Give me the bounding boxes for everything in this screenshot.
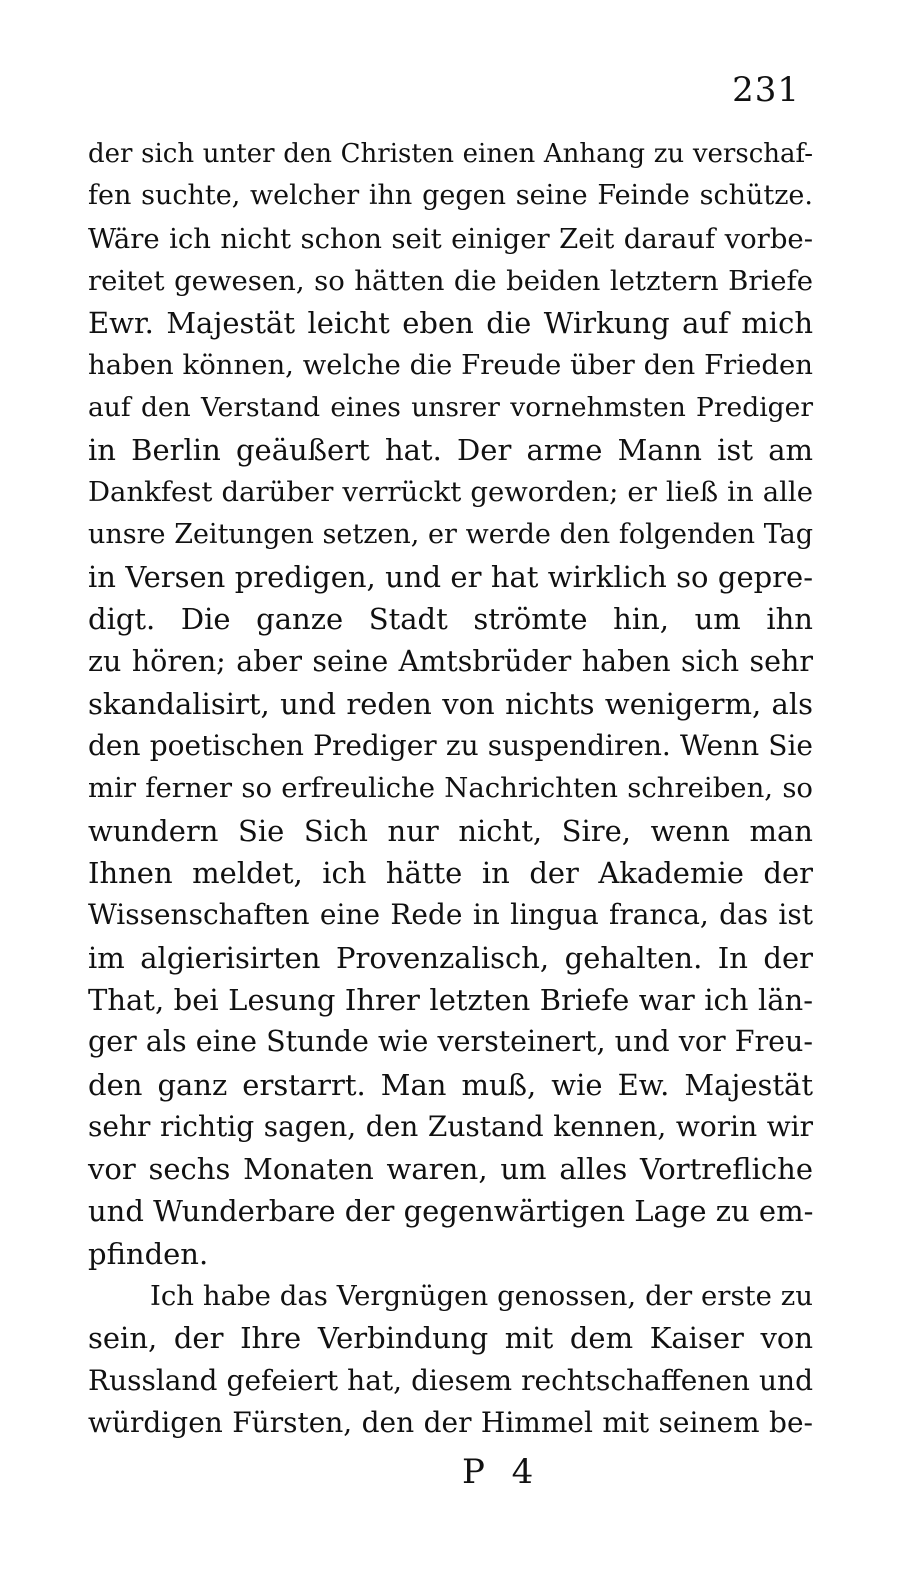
text-line-15: den poetischen Prediger zu suspendiren. Wenn Sie <box>88 729 813 763</box>
text-line-24: sehr richtig sagen, den Zustand kennen, worin wir <box>88 1109 813 1143</box>
page-number: 231 <box>732 70 800 110</box>
body-text <box>88 133 813 1444</box>
text-line-16: mir ferner so erfreuliche Nachrichten schreiben, so <box>88 772 813 805</box>
text-line-2: fen suchte, welcher ihn gegen seine Feinde schütze. <box>88 180 813 212</box>
text-line-31: würdigen Fürsten, den der Himmel mit seinem be- <box>88 1405 813 1439</box>
text-line-5: Ewr. Majestät leicht eben die Wirkung auf mich <box>88 306 813 341</box>
text-line-30: Russland gefeiert hat, diesem rechtschaffenen und <box>88 1363 813 1397</box>
text-line-22: ger als eine Stunde wie versteinert, und vor Freu- <box>88 1025 813 1059</box>
text-line-23: den ganz erstarrt. Man muß, wie Ew. Majestät <box>88 1067 813 1102</box>
text-line-4: reitet gewesen, so hätten die beiden letztern Briefe <box>88 264 813 297</box>
text-line-1: der sich unter den Christen einen Anhang zu verschaf- <box>88 139 813 169</box>
text-line-26: und Wunderbare der gegenwärtigen Lage zu em- <box>88 1194 814 1229</box>
text-line-12: digt. Die ganze Stadt strömte hin, um ihn <box>88 602 813 637</box>
text-line-25: vor sechs Monaten waren, um alles Vortrefliche <box>88 1152 813 1187</box>
text-line-27: pfinden. <box>88 1236 209 1271</box>
text-line-6: haben können, welche die Freude über den Frieden <box>88 349 813 382</box>
text-line-8: in Berlin geäußert hat. Der arme Mann ist am <box>88 433 813 468</box>
text-line-11: in Versen predigen, und er hat wirklich so gepre- <box>88 559 813 594</box>
text-line-21: That, bei Lesung Ihrer letzten Briefe war ich län- <box>88 982 813 1017</box>
text-line-7: auf den Verstand eines unsrer vornehmsten Prediger <box>88 391 813 423</box>
text-line-19: Wissenschaften eine Rede in lingua franca, das ist <box>88 898 813 932</box>
text-line-14: skandalisirt, und reden von nichts wenigerm, als <box>88 686 813 721</box>
text-line-28: Ich habe das Vergnügen genossen, der erste zu <box>150 1280 813 1313</box>
text-line-17: wundern Sie Sich nur nicht, Sire, wenn man <box>88 813 813 848</box>
text-line-13: zu hören; aber seine Amtsbrüder haben sich sehr <box>88 644 813 678</box>
text-line-20: im algierisirten Provenzalisch, gehalten. In der <box>88 940 813 975</box>
signature-mark: P 4 <box>462 1452 542 1492</box>
text-line-29: sein, der Ihre Verbindung mit dem Kaiser von <box>88 1321 813 1356</box>
text-line-10: unsre Zeitungen setzen, er werde den folgenden Tag <box>88 518 813 550</box>
text-line-18: Ihnen meldet, ich hätte in der Akademie der <box>88 856 813 891</box>
text-line-9: Dankfest darüber verrückt geworden; er ließ in alle <box>88 476 813 509</box>
text-line-3: Wäre ich nicht schon seit einiger Zeit darauf vorbe- <box>88 222 813 255</box>
